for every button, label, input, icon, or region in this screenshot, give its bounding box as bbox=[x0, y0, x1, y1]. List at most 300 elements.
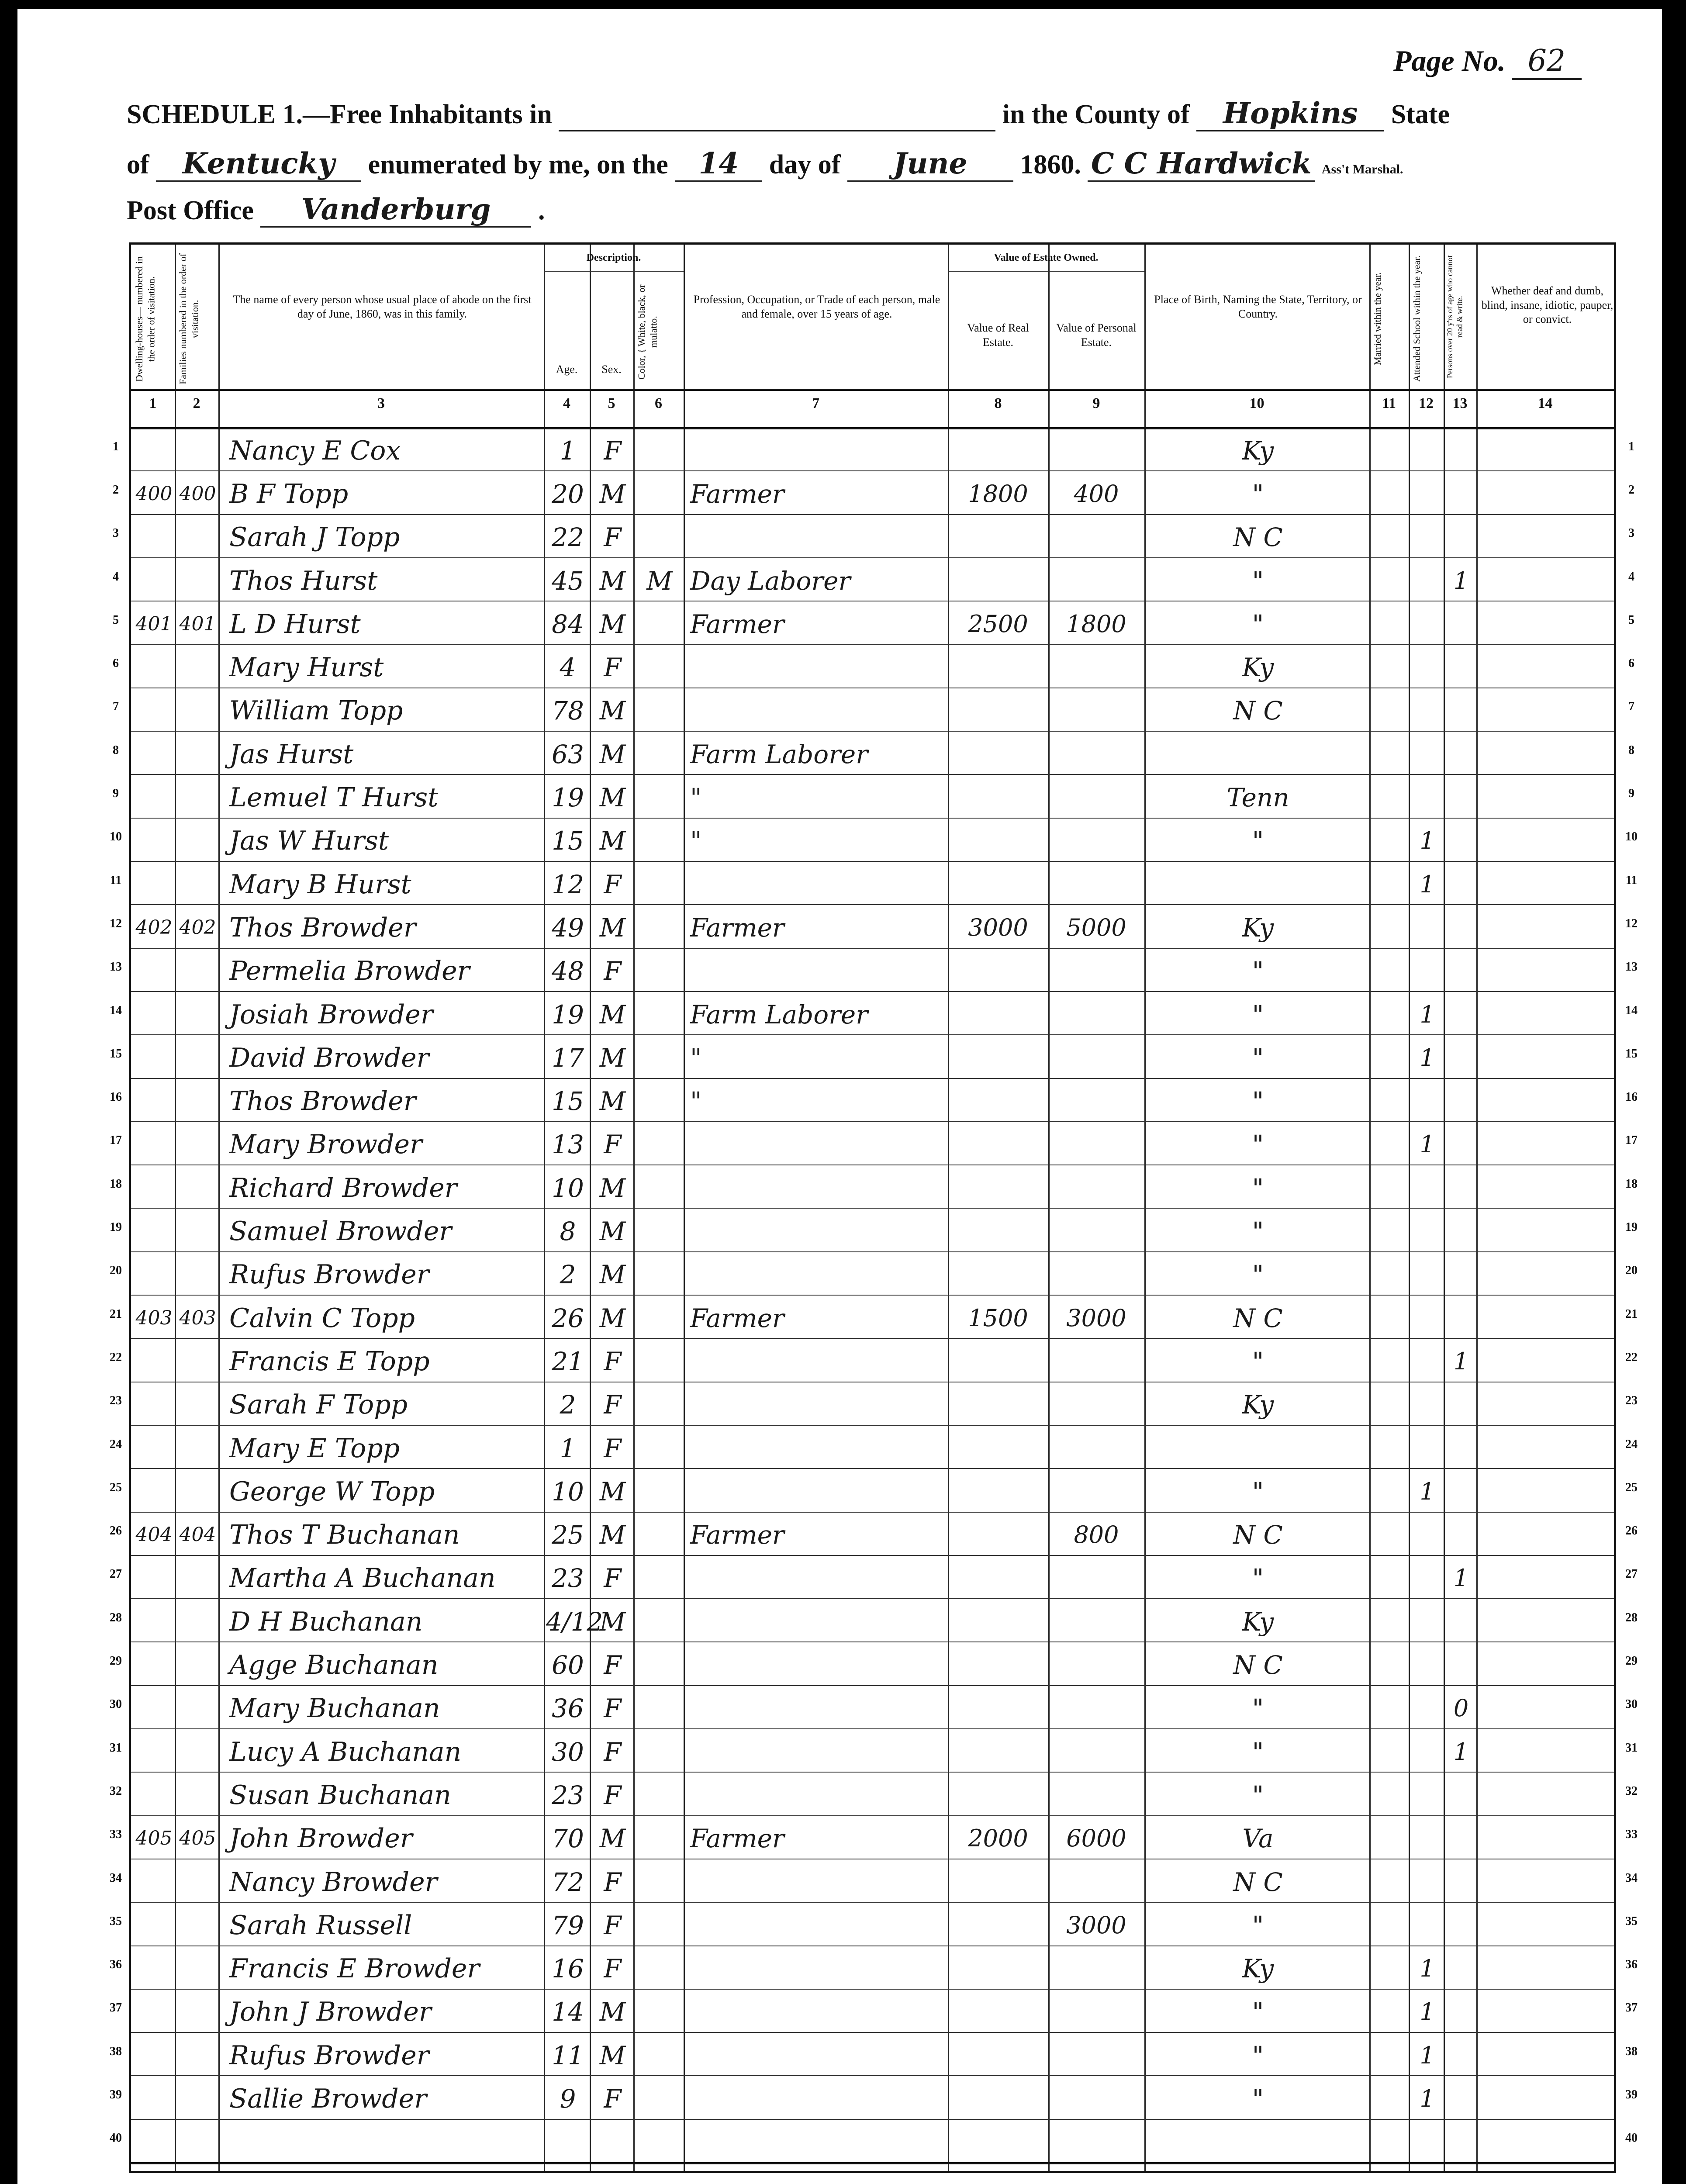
person-name: Thos Hurst bbox=[229, 565, 378, 596]
person-name: B F Topp bbox=[229, 478, 349, 509]
place-of-birth: N C bbox=[1233, 522, 1283, 553]
dwelling-number: 404 bbox=[135, 1524, 173, 1546]
person-name: Nancy E Cox bbox=[229, 435, 401, 466]
row-number: 40 bbox=[110, 2131, 122, 2145]
person-age: 23 bbox=[552, 1563, 584, 1593]
header-value-estate: Value of Estate Owned. bbox=[994, 252, 1099, 263]
person-sex: M bbox=[599, 1303, 626, 1333]
page-number bbox=[1393, 44, 1582, 80]
person-name: Richard Browder bbox=[229, 1172, 457, 1203]
person-sex: F bbox=[604, 1433, 622, 1463]
person-name: Samuel Browder bbox=[229, 1216, 452, 1247]
person-name: William Topp bbox=[229, 695, 403, 726]
person-name: Nancy Browder bbox=[229, 1866, 438, 1897]
personal-estate-value: 400 bbox=[1074, 480, 1119, 508]
attended-school: 1 bbox=[1420, 827, 1435, 855]
person-age: 15 bbox=[552, 826, 584, 856]
person-sex: M bbox=[599, 1520, 626, 1550]
person-sex: M bbox=[599, 1607, 626, 1637]
person-name: Mary Browder bbox=[229, 1129, 422, 1160]
personal-estate-value: 3000 bbox=[1066, 1304, 1126, 1332]
header-sex: Sex. bbox=[601, 363, 622, 376]
row-number: 28 bbox=[110, 1610, 122, 1624]
person-age: 17 bbox=[552, 1043, 584, 1073]
header-age: Age. bbox=[556, 363, 578, 376]
row-number: 33 bbox=[1625, 1828, 1638, 1842]
of-label: of bbox=[127, 150, 149, 180]
row-number: 5 bbox=[1628, 613, 1634, 627]
family-number: 405 bbox=[179, 1827, 216, 1850]
place-of-birth: Ky bbox=[1242, 1390, 1274, 1420]
person-sex: M bbox=[599, 1260, 626, 1290]
person-name: John J Browder bbox=[229, 1997, 432, 2028]
person-sex: F bbox=[604, 653, 622, 683]
row-number: 8 bbox=[113, 743, 119, 757]
row-number: 31 bbox=[1625, 1741, 1638, 1755]
row-number: 13 bbox=[110, 960, 122, 974]
place-of-birth: " bbox=[1252, 1043, 1264, 1073]
header-school: Attended School within the year. bbox=[1411, 256, 1422, 382]
person-name: Susan Buchanan bbox=[229, 1780, 451, 1811]
person-sex: F bbox=[604, 1650, 622, 1680]
row-number: 9 bbox=[1628, 787, 1634, 801]
row-number: 22 bbox=[110, 1350, 122, 1364]
row-number: 27 bbox=[1625, 1567, 1638, 1581]
row-number: 8 bbox=[1628, 743, 1634, 757]
row-number: 30 bbox=[1625, 1697, 1638, 1711]
person-name: Martha A Buchanan bbox=[229, 1563, 496, 1594]
place-of-birth: Ky bbox=[1242, 1954, 1274, 1984]
person-sex: F bbox=[604, 1390, 622, 1420]
row-number: 3 bbox=[113, 526, 119, 540]
attended-school: 1 bbox=[1420, 1477, 1435, 1505]
person-sex: F bbox=[604, 1346, 622, 1376]
person-sex: M bbox=[599, 2040, 626, 2070]
row-number: 23 bbox=[110, 1394, 122, 1408]
row-number: 20 bbox=[110, 1264, 122, 1278]
person-age: 19 bbox=[552, 783, 584, 813]
person-name: Lemuel T Hurst bbox=[229, 782, 439, 813]
place-of-birth: " bbox=[1252, 479, 1264, 509]
person-age: 70 bbox=[552, 1824, 584, 1854]
person-name: Mary Buchanan bbox=[229, 1693, 440, 1724]
header-occupation: Profession, Occupation, or Trade of each person, male and female, over 15 years of age. bbox=[693, 293, 940, 320]
place-of-birth: " bbox=[1252, 1346, 1264, 1376]
person-age: 13 bbox=[552, 1130, 584, 1160]
row-number: 19 bbox=[1625, 1220, 1638, 1234]
attended-school: 1 bbox=[1420, 1130, 1435, 1158]
attended-school: 1 bbox=[1420, 1044, 1435, 1071]
person-age: 8 bbox=[560, 1216, 576, 1247]
place-of-birth: Ky bbox=[1242, 1607, 1274, 1637]
person-sex: M bbox=[599, 1216, 626, 1247]
row-number: 16 bbox=[1625, 1090, 1638, 1104]
personal-estate-value: 1800 bbox=[1066, 610, 1126, 638]
row-number: 21 bbox=[110, 1307, 122, 1321]
row-number: 25 bbox=[1625, 1480, 1638, 1494]
person-sex: F bbox=[604, 869, 622, 899]
row-number: 25 bbox=[110, 1480, 122, 1494]
attended-school: 1 bbox=[1420, 1998, 1435, 2026]
person-age: 49 bbox=[552, 912, 584, 943]
place-of-birth: " bbox=[1252, 2040, 1264, 2070]
place-of-birth: " bbox=[1252, 999, 1264, 1030]
place-of-birth: N C bbox=[1233, 1520, 1283, 1550]
person-sex: M bbox=[599, 783, 626, 813]
real-estate-value: 3000 bbox=[968, 913, 1028, 941]
person-sex: F bbox=[604, 1867, 622, 1897]
county-label: in the County of bbox=[1002, 100, 1190, 129]
person-age: 9 bbox=[560, 2084, 576, 2114]
column-number: 1 bbox=[149, 395, 157, 411]
row-number: 24 bbox=[110, 1437, 122, 1451]
person-sex: F bbox=[604, 1130, 622, 1160]
header-description: Description. bbox=[586, 252, 641, 263]
state-label: State bbox=[1391, 100, 1450, 129]
person-age: 15 bbox=[552, 1086, 584, 1116]
person-name: Jas W Hurst bbox=[229, 826, 389, 857]
day-of-label: day of bbox=[769, 150, 841, 180]
person-occupation: Farm Laborer bbox=[690, 739, 868, 769]
family-number: 400 bbox=[179, 482, 216, 505]
place-of-birth: " bbox=[1252, 566, 1264, 596]
real-estate-value: 2000 bbox=[968, 1825, 1028, 1852]
real-estate-value: 2500 bbox=[968, 610, 1028, 638]
person-occupation: Farmer bbox=[690, 609, 784, 639]
person-age: 1 bbox=[560, 435, 576, 466]
row-number: 12 bbox=[110, 916, 122, 930]
person-age: 10 bbox=[552, 1476, 584, 1507]
person-sex: M bbox=[599, 1824, 626, 1854]
person-sex: M bbox=[599, 826, 626, 856]
person-name: Sarah F Topp bbox=[229, 1389, 408, 1420]
person-age: 19 bbox=[552, 999, 584, 1030]
person-name: John Browder bbox=[229, 1823, 413, 1854]
real-estate-value: 1800 bbox=[968, 480, 1028, 508]
person-age: 20 bbox=[552, 479, 584, 509]
place-of-birth: Ky bbox=[1242, 653, 1274, 683]
person-name: Mary B Hurst bbox=[229, 869, 411, 900]
row-number: 35 bbox=[110, 1914, 122, 1928]
row-number: 24 bbox=[1625, 1437, 1638, 1451]
place-of-birth: " bbox=[1252, 1130, 1264, 1160]
person-occupation: " bbox=[690, 1086, 702, 1116]
row-number: 17 bbox=[110, 1133, 122, 1147]
column-number: 12 bbox=[1419, 395, 1434, 411]
row-number: 18 bbox=[110, 1177, 122, 1191]
row-number: 4 bbox=[113, 570, 119, 584]
column-number: 5 bbox=[608, 395, 615, 411]
header-personal-estate: Value of Personal Estate. bbox=[1056, 321, 1137, 349]
place-of-birth: " bbox=[1252, 1780, 1264, 1810]
column-number: 10 bbox=[1249, 395, 1264, 411]
place-of-birth: " bbox=[1252, 609, 1264, 639]
row-number: 21 bbox=[1625, 1307, 1638, 1321]
person-occupation: Farmer bbox=[690, 912, 784, 943]
person-name: D H Buchanan bbox=[229, 1606, 423, 1637]
row-number: 37 bbox=[1625, 2001, 1638, 2015]
person-age: 16 bbox=[552, 1954, 584, 1984]
person-age: 84 bbox=[552, 609, 584, 639]
person-name: Rufus Browder bbox=[229, 2040, 429, 2071]
row-number: 19 bbox=[110, 1220, 122, 1234]
place-of-birth: " bbox=[1252, 1216, 1264, 1247]
row-number: 26 bbox=[1625, 1524, 1638, 1538]
person-sex: M bbox=[599, 1997, 626, 2027]
state-value: Kentucky bbox=[156, 146, 361, 182]
cannot-read-write: 0 bbox=[1453, 1694, 1469, 1722]
person-sex: M bbox=[599, 696, 626, 726]
person-sex: M bbox=[599, 999, 626, 1030]
header-families: Families numbered in the order of visitation. bbox=[177, 253, 200, 384]
person-sex: F bbox=[604, 2084, 622, 2114]
summary-footer bbox=[129, 2173, 1616, 2184]
header-dwelling: Dwelling-houses— numbered in the order of visitation. bbox=[134, 256, 157, 382]
person-name: Lucy A Buchanan bbox=[229, 1736, 462, 1767]
person-age: 30 bbox=[552, 1737, 584, 1767]
person-sex: F bbox=[604, 1693, 622, 1724]
row-number: 23 bbox=[1625, 1394, 1638, 1408]
place-of-birth: " bbox=[1252, 1563, 1264, 1593]
column-number: 14 bbox=[1537, 395, 1553, 411]
column-number: 7 bbox=[812, 395, 819, 411]
family-number: 402 bbox=[179, 916, 216, 939]
person-occupation: " bbox=[690, 783, 702, 813]
person-age: 48 bbox=[552, 956, 584, 986]
row-number: 34 bbox=[1625, 1871, 1638, 1885]
row-number: 29 bbox=[110, 1654, 122, 1668]
row-number: 20 bbox=[1625, 1264, 1638, 1278]
column-number: 9 bbox=[1092, 395, 1100, 411]
person-age: 4/12 bbox=[546, 1607, 603, 1637]
scan-border-right bbox=[1662, 0, 1686, 2184]
row-number: 37 bbox=[110, 2001, 122, 2015]
year-value: 1860. bbox=[1020, 150, 1081, 180]
row-number: 7 bbox=[1628, 700, 1634, 714]
person-age: 72 bbox=[552, 1867, 584, 1897]
township-field bbox=[559, 96, 995, 131]
page-number-value: 62 bbox=[1512, 44, 1582, 80]
person-age: 45 bbox=[552, 566, 584, 596]
row-number: 6 bbox=[113, 657, 119, 670]
person-name: Agge Buchanan bbox=[229, 1650, 439, 1681]
person-age: 79 bbox=[552, 1910, 584, 1940]
column-number: 3 bbox=[377, 395, 385, 411]
person-name: Sallie Browder bbox=[229, 2084, 427, 2115]
person-occupation: Farmer bbox=[690, 1520, 784, 1550]
row-number: 35 bbox=[1625, 1914, 1638, 1928]
place-of-birth: Ky bbox=[1242, 912, 1274, 943]
row-number: 11 bbox=[110, 873, 122, 887]
person-age: 14 bbox=[552, 1997, 584, 2027]
row-number: 26 bbox=[110, 1524, 122, 1538]
person-name: George W Topp bbox=[229, 1476, 435, 1507]
place-of-birth: " bbox=[1252, 1086, 1264, 1116]
cannot-read-write: 1 bbox=[1453, 1564, 1469, 1592]
header-cannot-read: Persons over 20 y'rs of age who cannot read & write. bbox=[1445, 255, 1464, 378]
person-color: M bbox=[646, 566, 673, 596]
person-age: 36 bbox=[552, 1693, 584, 1724]
row-number: 12 bbox=[1625, 916, 1638, 930]
place-of-birth: " bbox=[1252, 1173, 1264, 1203]
row-number: 34 bbox=[110, 1871, 122, 1885]
row-number: 32 bbox=[1625, 1784, 1638, 1798]
attended-school: 1 bbox=[1420, 1955, 1435, 1983]
personal-estate-value: 6000 bbox=[1066, 1825, 1126, 1852]
person-name: Sarah Russell bbox=[229, 1910, 412, 1941]
dwelling-number: 400 bbox=[135, 482, 173, 505]
person-sex: F bbox=[604, 1910, 622, 1940]
family-number: 401 bbox=[179, 612, 216, 635]
row-number: 5 bbox=[113, 613, 119, 627]
family-number: 404 bbox=[179, 1524, 216, 1546]
person-age: 22 bbox=[552, 522, 584, 553]
person-sex: F bbox=[604, 1780, 622, 1810]
attended-school: 1 bbox=[1420, 1000, 1435, 1028]
person-age: 1 bbox=[560, 1433, 576, 1463]
row-number: 18 bbox=[1625, 1177, 1638, 1191]
row-number: 14 bbox=[1625, 1003, 1638, 1017]
row-number: 22 bbox=[1625, 1350, 1638, 1364]
row-number: 6 bbox=[1628, 657, 1634, 670]
header-name: The name of every person whose usual place of abode on the first day of June, 1860, was in this family. bbox=[233, 293, 532, 320]
row-number: 2 bbox=[113, 483, 119, 497]
person-age: 2 bbox=[560, 1390, 576, 1420]
column-number: 6 bbox=[655, 395, 662, 411]
scan-border-top bbox=[0, 0, 1686, 9]
person-age: 26 bbox=[552, 1303, 584, 1333]
row-number: 32 bbox=[110, 1784, 122, 1798]
person-sex: F bbox=[604, 522, 622, 553]
person-age: 12 bbox=[552, 869, 584, 899]
person-sex: M bbox=[599, 1086, 626, 1116]
row-number: 31 bbox=[110, 1741, 122, 1755]
person-name: Josiah Browder bbox=[229, 999, 433, 1030]
person-name: David Browder bbox=[229, 1042, 429, 1073]
place-of-birth: " bbox=[1252, 1260, 1264, 1290]
person-age: 21 bbox=[552, 1346, 584, 1376]
column-number: 4 bbox=[563, 395, 570, 411]
row-number: 1 bbox=[1628, 439, 1634, 453]
attended-school: 1 bbox=[1420, 870, 1435, 898]
enumerated-label: enumerated by me, on the bbox=[368, 150, 668, 180]
post-office-value: Vanderburg bbox=[260, 192, 531, 228]
person-sex: M bbox=[599, 609, 626, 639]
person-age: 25 bbox=[552, 1520, 584, 1550]
person-sex: F bbox=[604, 1737, 622, 1767]
row-number: 1 bbox=[113, 439, 119, 453]
row-number: 3 bbox=[1628, 526, 1634, 540]
person-name: L D Hurst bbox=[229, 608, 361, 639]
person-sex: M bbox=[599, 1043, 626, 1073]
person-name: Sarah J Topp bbox=[229, 522, 400, 553]
person-name: Thos Browder bbox=[229, 1086, 416, 1117]
person-age: 78 bbox=[552, 696, 584, 726]
place-of-birth: " bbox=[1252, 1737, 1264, 1767]
schedule-header-line-2 bbox=[127, 146, 1403, 182]
person-sex: M bbox=[599, 912, 626, 943]
family-number: 403 bbox=[179, 1306, 216, 1329]
personal-estate-value: 3000 bbox=[1066, 1911, 1126, 1939]
row-number: 16 bbox=[110, 1090, 122, 1104]
place-of-birth: " bbox=[1252, 1997, 1264, 2027]
person-occupation: " bbox=[690, 1043, 702, 1073]
row-number: 15 bbox=[110, 1047, 122, 1061]
row-number: 40 bbox=[1625, 2131, 1638, 2145]
row-number: 4 bbox=[1628, 570, 1634, 584]
person-name: Francis E Browder bbox=[229, 1953, 480, 1984]
row-number: 13 bbox=[1625, 960, 1638, 974]
person-name: Mary E Topp bbox=[229, 1433, 400, 1464]
header-real-estate: Value of Real Estate. bbox=[967, 321, 1029, 349]
dwelling-number: 405 bbox=[135, 1827, 173, 1850]
place-of-birth: " bbox=[1252, 956, 1264, 986]
row-number: 10 bbox=[110, 830, 122, 844]
personal-estate-value: 800 bbox=[1074, 1521, 1119, 1549]
person-occupation: Farmer bbox=[690, 479, 784, 509]
person-age: 10 bbox=[552, 1173, 584, 1203]
place-of-birth: " bbox=[1252, 826, 1264, 856]
personal-estate-value: 5000 bbox=[1066, 913, 1126, 941]
person-sex: M bbox=[599, 739, 626, 769]
row-number: 27 bbox=[110, 1567, 122, 1581]
person-name: Francis E Topp bbox=[229, 1346, 430, 1377]
person-age: 4 bbox=[560, 653, 576, 683]
row-number: 7 bbox=[113, 700, 119, 714]
person-sex: F bbox=[604, 956, 622, 986]
person-age: 60 bbox=[552, 1650, 584, 1680]
person-occupation: Day Laborer bbox=[690, 566, 851, 596]
person-occupation: " bbox=[690, 826, 702, 856]
cannot-read-write: 1 bbox=[1453, 1347, 1469, 1375]
cannot-read-write: 1 bbox=[1453, 567, 1469, 594]
person-sex: M bbox=[599, 479, 626, 509]
row-number: 36 bbox=[1625, 1958, 1638, 1972]
person-occupation: Farmer bbox=[690, 1824, 784, 1854]
day-value: 14 bbox=[675, 146, 762, 182]
person-occupation: Farm Laborer bbox=[690, 999, 868, 1030]
row-number: 39 bbox=[110, 2088, 122, 2102]
row-number: 39 bbox=[1625, 2088, 1638, 2102]
person-age: 23 bbox=[552, 1780, 584, 1810]
place-of-birth: N C bbox=[1233, 1303, 1283, 1333]
row-number: 15 bbox=[1625, 1047, 1638, 1061]
row-number: 36 bbox=[110, 1958, 122, 1972]
person-name: Mary Hurst bbox=[229, 652, 384, 683]
place-of-birth: Va bbox=[1242, 1824, 1274, 1854]
county-value: Hopkins bbox=[1196, 96, 1384, 131]
place-of-birth: N C bbox=[1233, 1867, 1283, 1897]
header-color: Color, { White, black, or mulatto. bbox=[636, 284, 659, 380]
person-age: 63 bbox=[552, 739, 584, 769]
dwelling-number: 403 bbox=[135, 1306, 173, 1329]
place-of-birth: " bbox=[1252, 1476, 1264, 1507]
marshal-title: Ass't Marshal. bbox=[1321, 162, 1403, 176]
schedule-header-line-3: Post Office Vanderburg . bbox=[127, 192, 545, 228]
person-sex: M bbox=[599, 1173, 626, 1203]
row-number: 17 bbox=[1625, 1133, 1638, 1147]
attended-school: 1 bbox=[1420, 2041, 1435, 2069]
post-office-label: Post Office bbox=[127, 196, 254, 225]
row-number: 33 bbox=[110, 1828, 122, 1842]
header-place-of-birth: Place of Birth, Naming the State, Territory, or Country. bbox=[1154, 293, 1362, 320]
column-number: 11 bbox=[1382, 395, 1396, 411]
real-estate-value: 1500 bbox=[968, 1304, 1028, 1332]
row-number: 28 bbox=[1625, 1610, 1638, 1624]
marshal-signature: C C Hardwick bbox=[1088, 146, 1315, 182]
person-name: Thos T Buchanan bbox=[229, 1520, 460, 1551]
place-of-birth: N C bbox=[1233, 696, 1283, 726]
